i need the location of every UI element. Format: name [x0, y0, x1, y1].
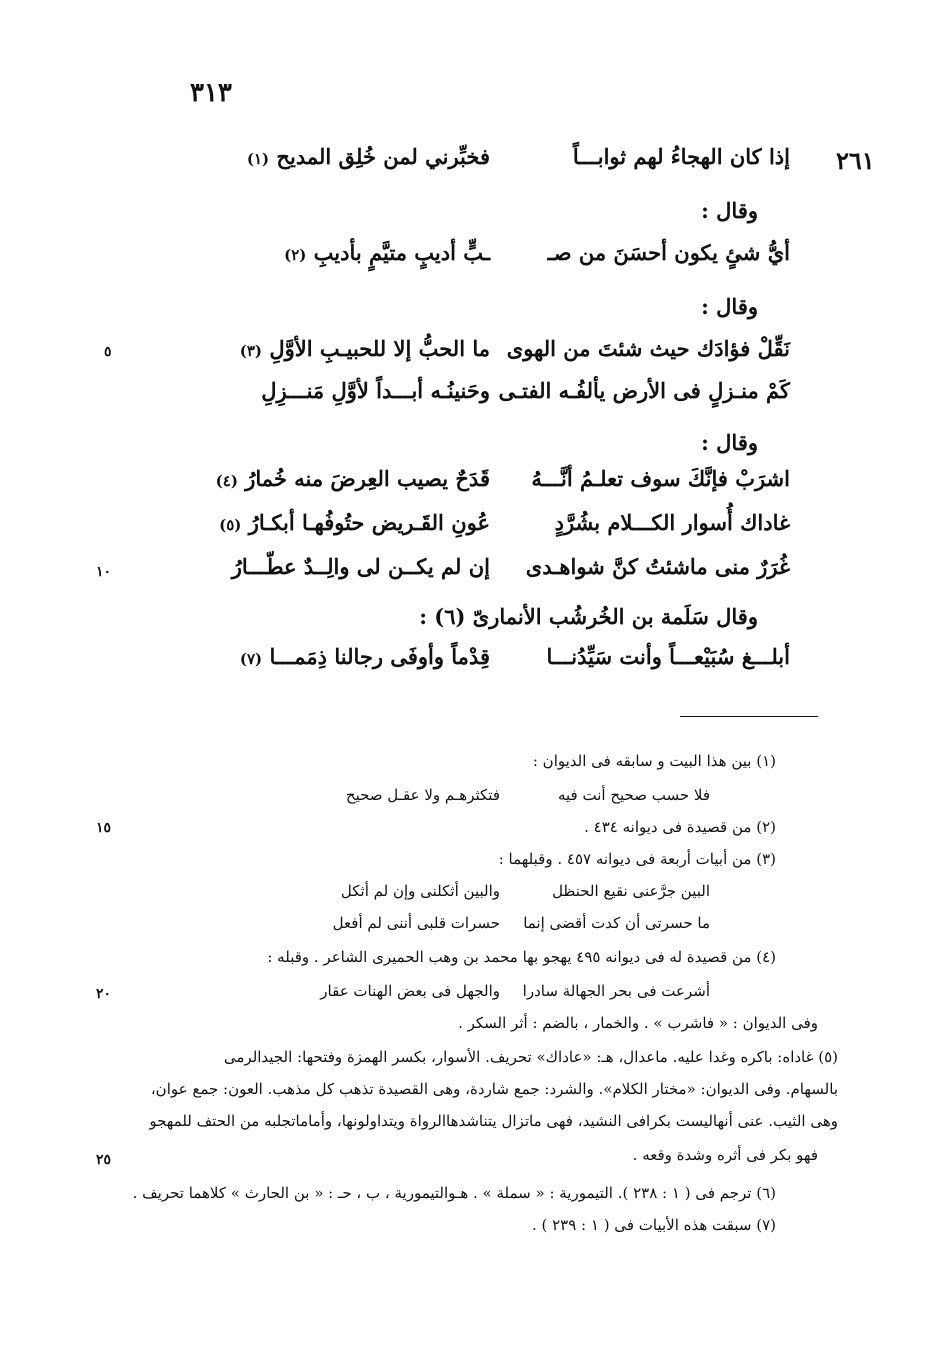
verse-line	[150, 378, 790, 418]
verse-second-hemistich: عُونِ القَـريض حتُوفُهـا أبكـارُ (٥)	[219, 510, 490, 535]
verse-second-hemistich: فخبِّرني لمن خُلِق المديح (١)	[246, 144, 490, 169]
section-heading: وقال :	[701, 198, 758, 223]
footnote-1: (١) بين هذا البيت و سابقه فى الديوان :	[532, 752, 776, 770]
footnote-verse-first: أشرعت فى بحر الجهالة سادرا	[522, 982, 710, 1000]
footnote-verse-first: فلا حسب صحيح أنت فيه	[557, 786, 710, 804]
footnote-5-line: فهو بكر فى أثره وشدة وقعه .	[632, 1146, 818, 1164]
verse-line	[150, 144, 790, 184]
footnote-5-line: (٥) غاداه: باكره وغدا عليه. ماعدال، هـ: «عاداك» تحريف. الأسوار، بكسر الهمزة وفتحها: الجيدالرمى	[223, 1048, 838, 1066]
footnote-6: (٦) ترجم فى ( ١ : ٢٣٨ ). التيمورية : « سملة » . هـوالتيمورية ، ب ، حـ : « بن الحارث » كلاهما تحريف .	[132, 1184, 776, 1202]
footnote-ref: (٧)	[239, 650, 263, 668]
footnote-ref: (٣)	[239, 342, 262, 360]
footnote-4-note: وفى الديوان : « فاشرب » . والخمار ، بالضم : أثر السكر .	[458, 1014, 818, 1032]
verse-line	[150, 644, 790, 684]
footnote-7: (٧) سبقت هذه الأبيات فى ( ١ : ٢٣٩ ) .	[531, 1216, 776, 1234]
verse-second-hemistich: قَدَحٌ يصيب العِرضَ منه خُمارُ (٤)	[215, 466, 490, 491]
footnote-verse	[150, 882, 710, 906]
footnote-verse-second: والجهل فى بعض الهنات عقار	[320, 982, 500, 1000]
verse-line	[150, 554, 790, 594]
verse-first-hemistich: اشرَبْ فإنَّكَ سوف تعلـمُ أنَّـــهُ	[531, 466, 790, 491]
verse-first-hemistich: غاداك أُسوار الكـــلام بشُرَّدٍ	[554, 510, 790, 535]
footnote-verse-first: البين جرَّعنى نقيع الحنظل	[552, 882, 710, 900]
footnote-verse	[150, 786, 710, 810]
footnote-verse	[150, 914, 710, 938]
page-number: ٣١٣	[190, 78, 232, 108]
verse-first-hemistich: غُرَرٌ منى ماشئتُ كنَّ شواهـدى	[525, 554, 790, 579]
line-number: ١٠	[96, 564, 112, 580]
footnote-4: (٤) من قصيدة له فى ديوانه ٤٩٥ يهجو بها محمد بن وهب الحميرى الشاعر . وقبله :	[267, 948, 776, 966]
footnote-ref: (٢)	[284, 246, 307, 264]
footnote-2: (٢) من قصيدة فى ديوانه ٤٣٤ .	[584, 818, 776, 836]
footnote-3: (٣) من أبيات أربعة فى ديوانه ٤٥٧ . وقبلهما :	[498, 850, 776, 868]
footnote-5-line: وهى الثيب. عنى أنهاليست بكرافى النشيد، فهى ماتزال يتناشدهاالرواة ويتداولونها، وأماماتجلبه من الحتف للمهجو	[149, 1112, 838, 1130]
section-heading: وقال سَلَمة بن الخُرشُب الأنمارىّ (٦) :	[419, 604, 758, 629]
footnote-verse-second: فتكثرهـم ولا عقـل صحيح	[345, 786, 500, 804]
line-number: ٢٥	[96, 1152, 112, 1168]
footnote-verse-first: ما حسرتى أن كدت أقضى إنما	[523, 914, 710, 932]
verse-line	[150, 240, 790, 280]
verse-second-hemistich: ما الحبُّ إلا للحبيـبِ الأوَّلِ (٣)	[239, 336, 490, 361]
verse-first-hemistich: أبلـــغ سُبَيْعـــاً وأنت سَيِّدُنـــا	[546, 644, 790, 669]
verse-line	[150, 336, 790, 376]
verse-second-hemistich: وحَنينُـه أبـــداً لأوَّلِ مَنـــزِلِ	[261, 378, 490, 403]
footnote-separator	[680, 716, 818, 717]
footnote-ref: (١)	[246, 150, 270, 168]
verse-line	[150, 466, 790, 506]
verse-first-hemistich: كَمْ منـزلٍ فى الأرض يألفُـه الفتـى	[498, 378, 790, 403]
verse-line	[150, 510, 790, 550]
footnote-verse	[150, 982, 710, 1006]
line-number: ٥	[104, 344, 112, 360]
line-number: ٢٠	[96, 986, 112, 1002]
footnote-ref: (٤)	[215, 472, 238, 490]
poem-number: ٢٦١	[836, 146, 875, 175]
verse-first-hemistich: أيُّ شئٍ يكون أحسَنَ من صـ	[547, 240, 790, 265]
section-heading: وقال :	[701, 294, 758, 319]
verse-first-hemistich: إذا كان الهجاءُ لهم ثوابـــاً	[572, 144, 790, 169]
verse-second-hemistich: ـبٍّ أديبٍ متيَّمٍ بأديبِ (٢)	[284, 240, 490, 265]
verse-second-hemistich: قِدْماً وأوفَى رجالنا ذِمَمـــا (٧)	[239, 644, 490, 669]
footnote-verse-second: والبين أثكلنى وإن لم أثكل	[340, 882, 500, 900]
footnote-ref: (٥)	[219, 516, 242, 534]
verse-second-hemistich: إن لم يكــن لى والِــدٌ عطّـــارُ	[231, 554, 490, 579]
line-number: ١٥	[96, 820, 112, 836]
footnote-5-line: بالسهام. وفى الديوان: «مختار الكلام». والشرد: جمع شاردة، وهى القصيدة تذهب كل مذهب. العون: جمع عوان،	[150, 1080, 838, 1098]
section-heading: وقال :	[701, 430, 758, 455]
verse-first-hemistich: نَقِّلْ فؤادَك حيث شئتَ من الهوى	[506, 336, 790, 361]
footnote-verse-second: حسرات قلبى أننى لم أفعل	[332, 914, 500, 932]
